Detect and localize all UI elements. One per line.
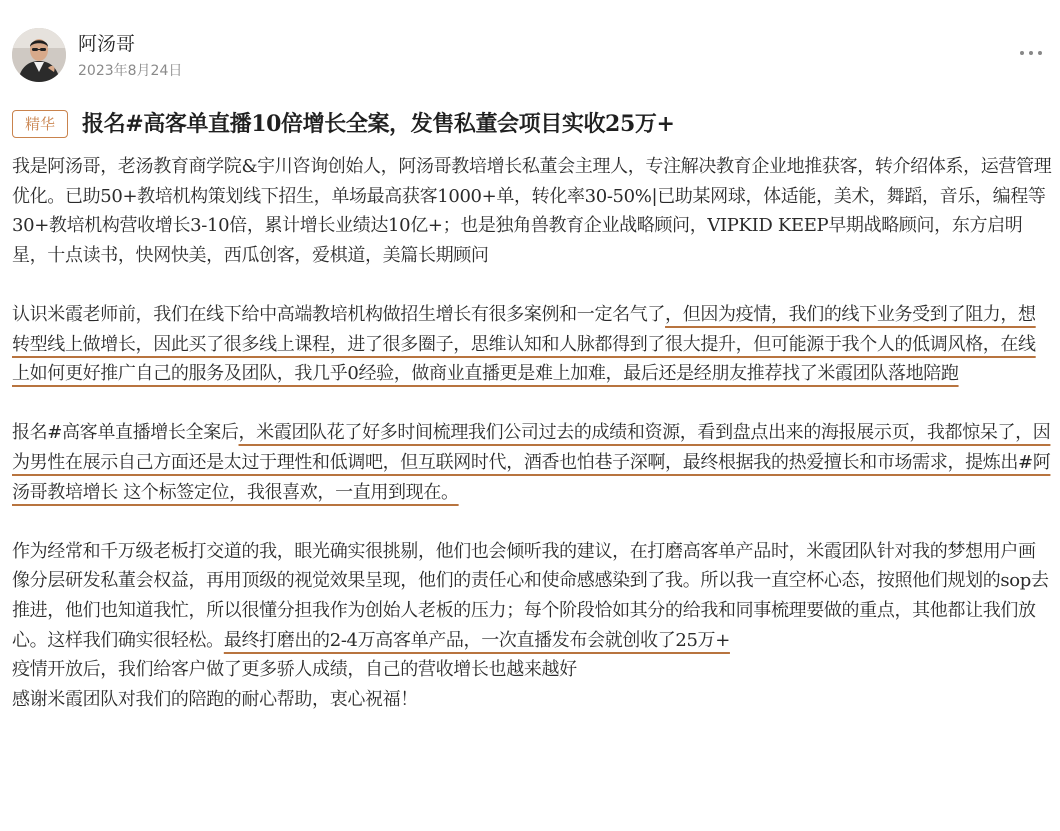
paragraph-text: 认识米霞老师前，我们在线下给中高端教培机构做招生增长有很多案例和一定名气了	[12, 303, 666, 325]
highlighted-text: 最终打磨出的2-4万高客单产品，一次直播发布会就创收了25万+	[223, 629, 730, 651]
paragraph-gap	[12, 389, 1052, 419]
more-dot	[1029, 51, 1033, 55]
more-dots-icon[interactable]	[1018, 42, 1044, 62]
post-title-row	[12, 108, 1052, 142]
highlighted-text: ，米霞团队花了好多时间梳理我们公司过去的成绩和资源，看到盘点出来的海报展示页，我都惊呆了，因为男性在展示自己方面还是太过于理性和低调吧，但互联网时代，酒香也怕巷子深啊，最终根据我的热爱擅长和市场需求，提炼出#阿汤哥教培增长 这个标签定位，我很喜欢，一直用到现在。	[12, 422, 1051, 503]
more-dot	[1020, 51, 1024, 55]
paragraph-text: 报名#高客单直播增长全案后	[12, 422, 239, 444]
paragraph-gap	[12, 507, 1052, 537]
paragraph-signup	[12, 418, 1052, 507]
paragraph-background	[12, 300, 1052, 389]
paragraph-text: 作为经常和千万级老板打交道的我，眼光确实很挑剔，他们也会倾听我的建议，在打磨高客单产品时，米霞团队针对我的梦想用户画像分层研发私董会权益，再用顶级的视觉效果呈现，他们的责任心和使命感感染到了我。所以我一直空杯心态，按照他们规划的sop去推进，他们也知道我忙，所以很懂分担我作为创始人老板的压力；每个阶段恰如其分的给我和同事梳理要做的重点，其他都让我们放心。这样我们确实很轻松。	[12, 540, 1049, 651]
paragraph-experience	[12, 537, 1052, 655]
more-dot	[1038, 51, 1042, 55]
paragraph-results: 疫情开放后，我们给客户做了更多骄人成绩，自己的营收增长也越来越好	[12, 659, 577, 681]
featured-badge: 精华	[12, 110, 68, 138]
highlighted-text: ，但因为疫情，我们的线下业务受到了阻力，想转型线上做增长，因此买了很多线上课程，进了很多圈子，思维认知和人脉都得到了很大提升，但可能源于我个人的低调风格，在线上如何更好推广自己的服务及团队，我几乎0经验，做商业直播更是难上加难，最后还是经朋友推荐找了米霞团队落地陪跑	[12, 303, 1036, 385]
post-content	[12, 152, 1052, 714]
avatar[interactable]	[12, 28, 66, 82]
paragraph-intro: 我是阿汤哥，老汤教育商学院&宇川咨询创始人，阿汤哥教培增长私董会主理人，专注解决教育企业地推获客，转介绍体系，运营管理优化。已助50+教培机构策划线下招生，单场最高获客1000+单，转化率30-50%|已助某网球，体适能，美术，舞蹈，音乐，编程等30+教培机构营收增长3-10倍，累计增长业绩达10亿+；也是独角兽教育企业战略顾问，VIPKID KEEP早期战略顾问，东方启明星，十点读书，快网快美，西瓜创客，爱棋道，美篇长期顾问	[12, 156, 1052, 266]
post-header	[12, 28, 1052, 86]
author-name[interactable]: 阿汤哥	[78, 33, 136, 55]
paragraph-gap	[12, 270, 1052, 300]
avatar-image	[12, 28, 66, 82]
paragraph-thanks: 感谢米霞团队对我们的陪跑的耐心帮助，衷心祝福！	[12, 688, 418, 710]
post-title: 报名#高客单直播10倍增长全案，发售私董会项目实收25万+	[82, 111, 675, 137]
post-date: 2023年8月24日	[78, 63, 183, 79]
